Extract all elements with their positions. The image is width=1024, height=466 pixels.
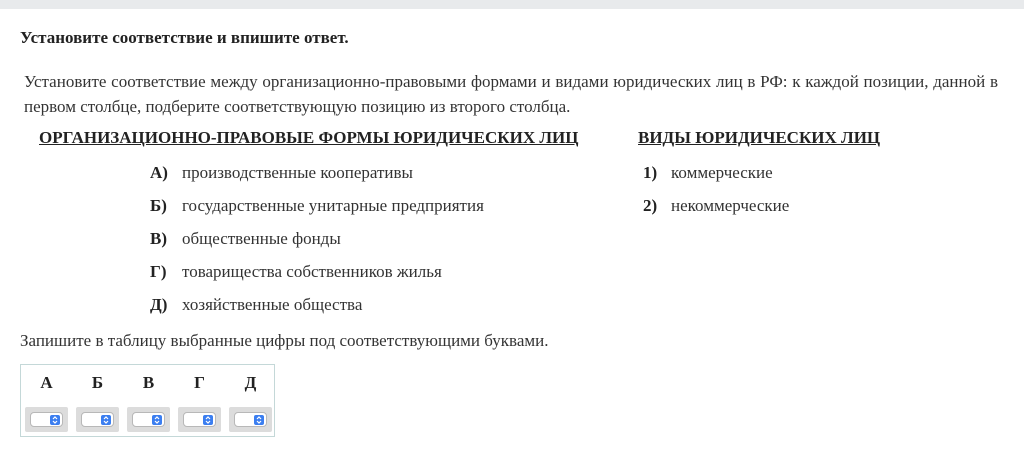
top-bar [0,0,1024,9]
right-item-2 [643,196,789,216]
answer-header-d: Д [244,373,257,392]
item-text: некоммерческие [671,196,790,215]
item-key: Г) [150,262,167,281]
item-text: товарищества собственников жилья [182,262,442,281]
left-item-d [150,295,362,315]
left-item-a [150,163,413,183]
left-item-b [150,196,484,216]
answer-select-d[interactable] [234,412,267,427]
item-text: производственные кооперативы [182,163,413,182]
item-key: Б) [150,196,167,215]
answer-select-cell-b [76,407,119,432]
answer-header-a: А [40,373,53,392]
answer-table [20,364,275,437]
answer-select-g[interactable] [183,412,216,427]
select-arrows-icon [101,415,111,425]
item-text: общественные фонды [182,229,341,248]
task-text: Установите соответствие между организационно-правовыми формами и видами юридических лиц в РФ: к каждой позиции, данной в первом столбце, подберите соответствующую позицию из второго столбца. [24,72,998,116]
answer-prompt: Запишите в таблицу выбранные цифры под соответствующими буквами. [20,331,549,350]
answer-select-cell-d [229,407,272,432]
answer-select-v[interactable] [132,412,165,427]
left-item-v [150,229,341,249]
item-text: коммерческие [671,163,773,182]
item-key: 1) [643,163,658,182]
item-key: Д) [150,295,168,314]
answer-header-b: Б [91,373,104,392]
left-item-g [150,262,442,282]
left-column-heading: ОРГАНИЗАЦИОННО-ПРАВОВЫЕ ФОРМЫ ЮРИДИЧЕСКИХ ЛИЦ [39,128,579,147]
item-text: хозяйственные общества [182,295,363,314]
instruction-title: Установите соответствие и впишите ответ. [20,28,349,47]
item-key: В) [150,229,167,248]
answer-header-v: В [142,373,155,392]
answer-header-g: Г [194,373,205,392]
select-arrows-icon [203,415,213,425]
answer-select-cell-v [127,407,170,432]
answer-select-a[interactable] [30,412,63,427]
select-arrows-icon [254,415,264,425]
select-arrows-icon [152,415,162,425]
item-key: 2) [643,196,658,215]
item-key: А) [150,163,168,182]
answer-select-cell-g [178,407,221,432]
select-arrows-icon [50,415,60,425]
right-item-1 [643,163,773,183]
right-column-heading: ВИДЫ ЮРИДИЧЕСКИХ ЛИЦ [638,128,881,147]
answer-select-cell-a [25,407,68,432]
item-text: государственные унитарные предприятия [182,196,484,215]
answer-select-b[interactable] [81,412,114,427]
